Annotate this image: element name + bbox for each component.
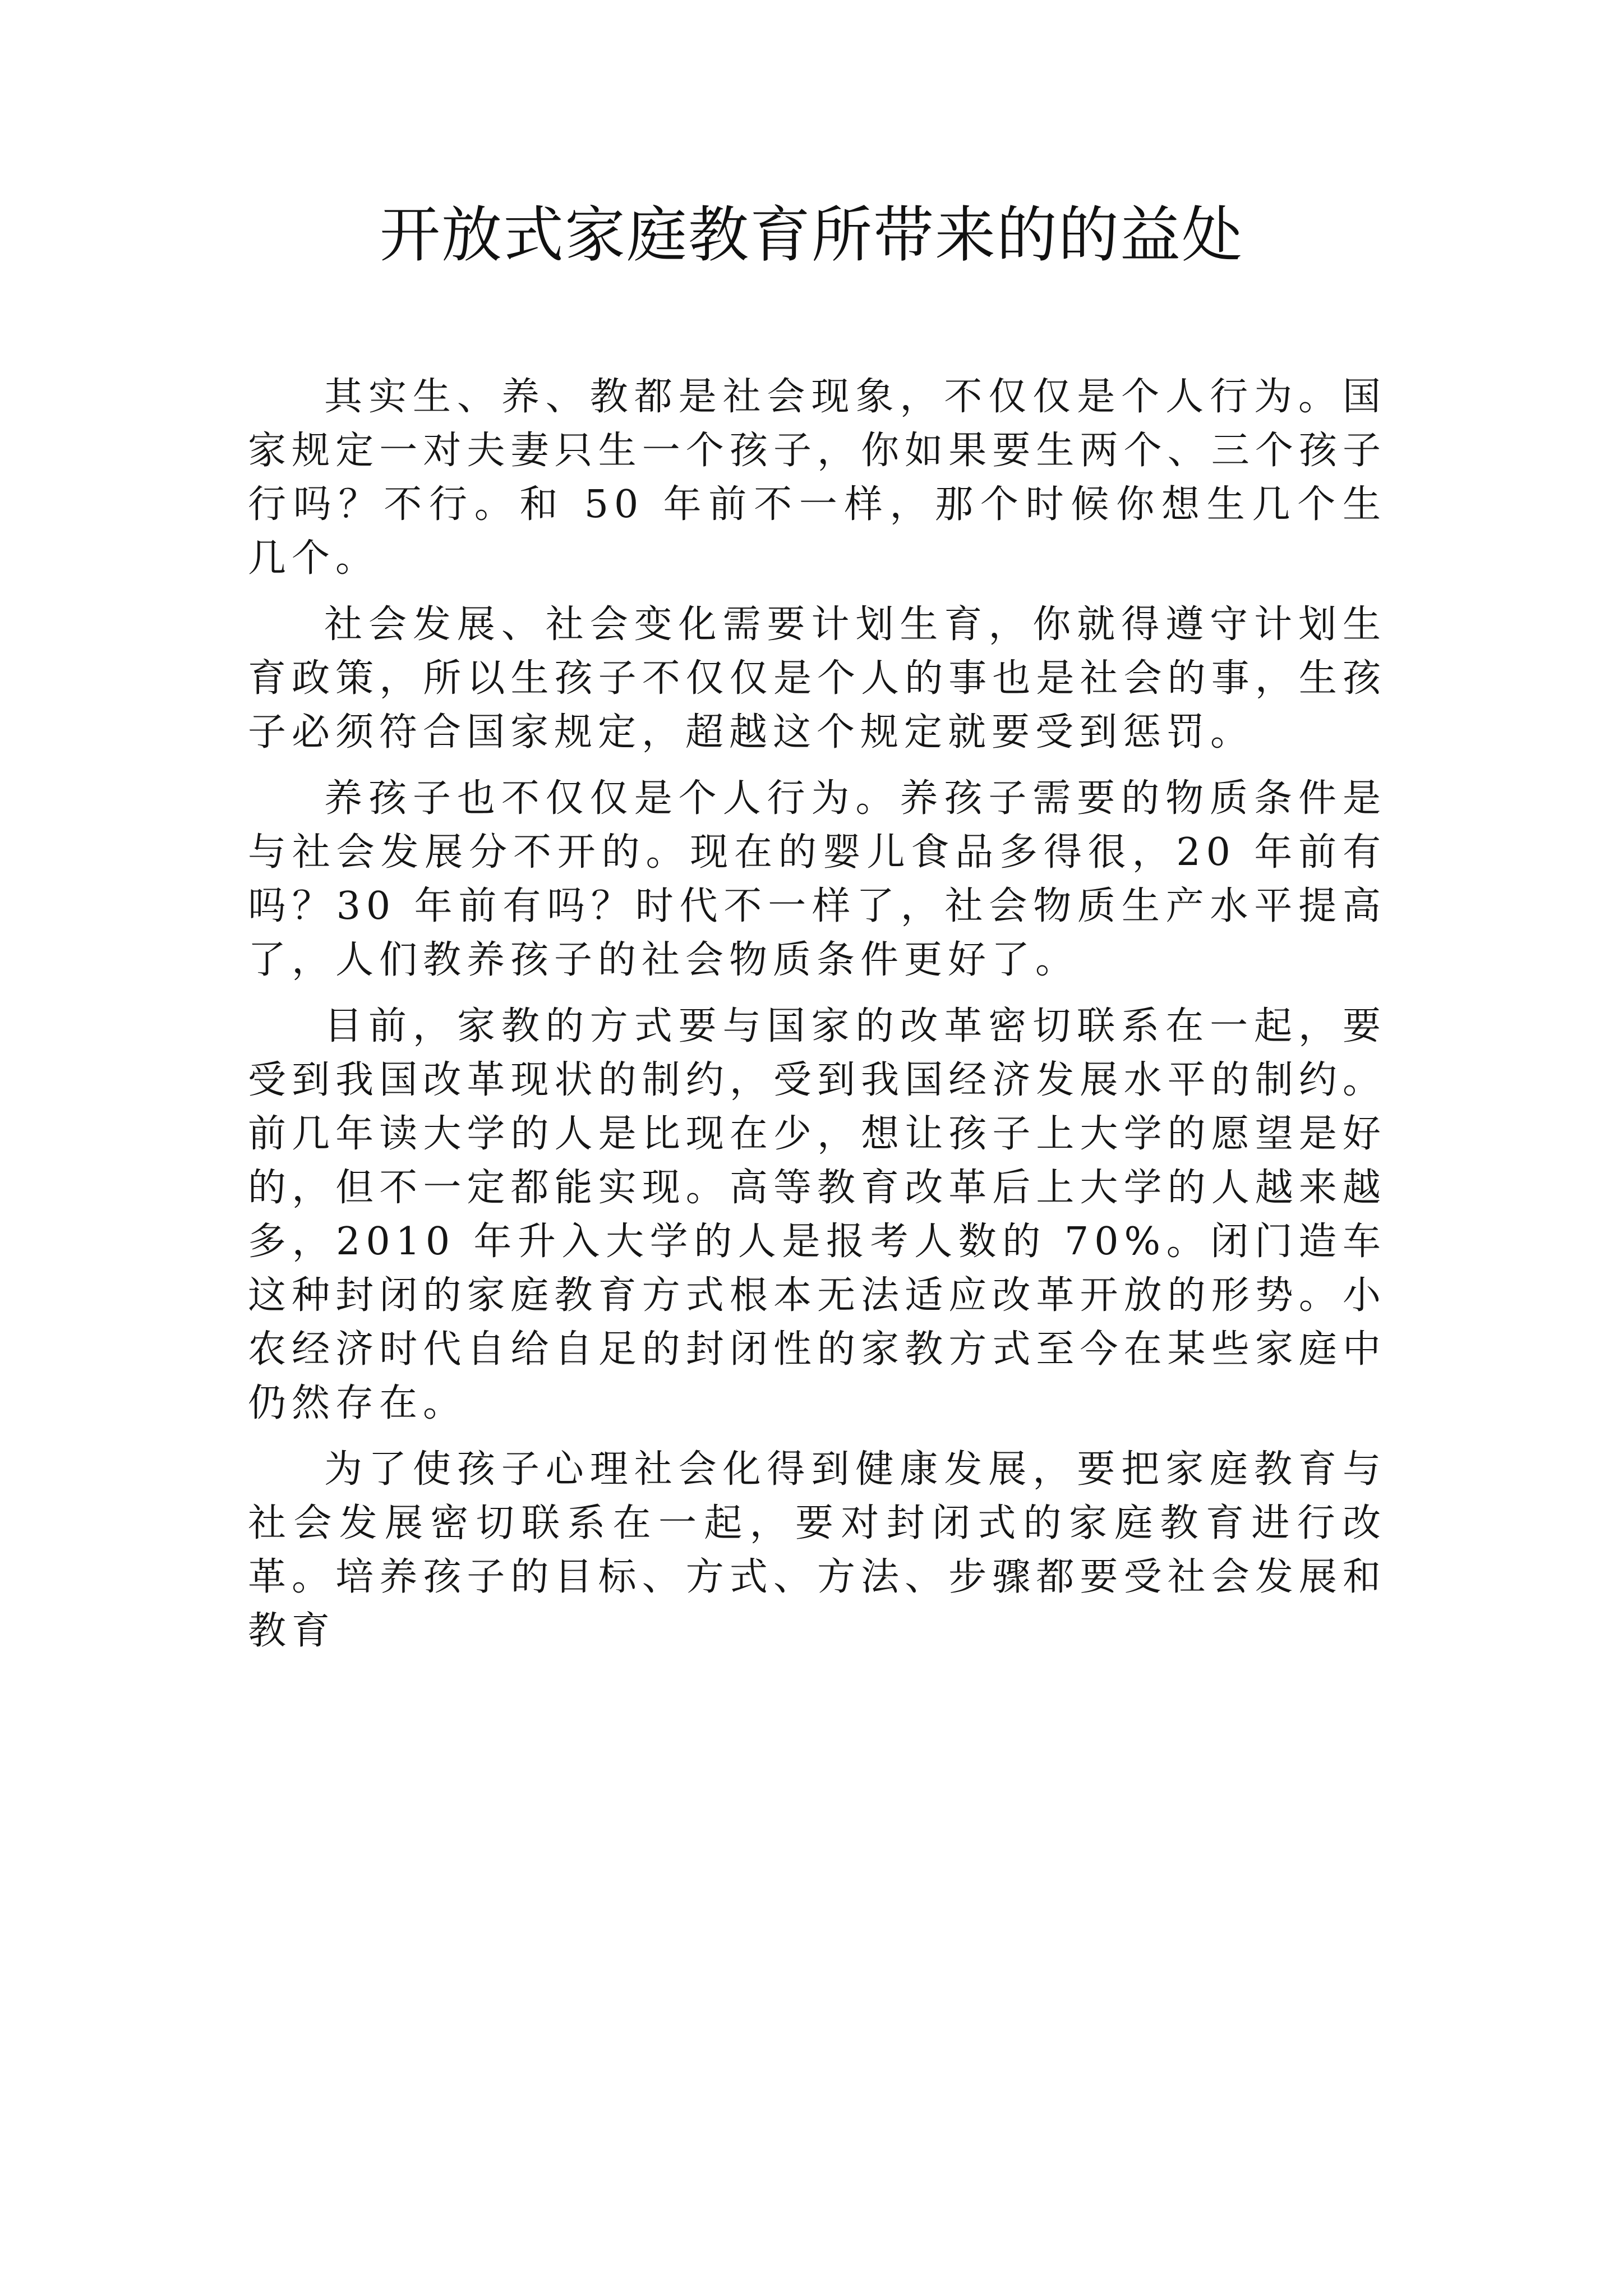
document-title: 开放式家庭教育所带来的的益处 — [379, 200, 1243, 270]
paragraph-1: 其实生、养、教都是社会现象，不仅仅是个人行为。国家规定一对夫妻只生一个孩子，你如果要生两个、三个孩子行吗？不行。和 50 年前不一样，那个时候你想生几个生几个。 — [248, 375, 1386, 581]
paragraph-5: 为了使孩子心理社会化得到健康发展，要把家庭教育与社会发展密切联系在一起，要对封闭式的家庭教育进行改革。培养孩子的目标、方式、方法、步骤都要受社会发展和教育 — [248, 1447, 1386, 1653]
paragraph-2: 社会发展、社会变化需要计划生育，你就得遵守计划生育政策，所以生孩子不仅仅是个人的事也是社会的事，生孩子必须符合国家规定，超越这个规定就要受到惩罚。 — [248, 602, 1386, 754]
paragraph-3: 养孩子也不仅仅是个人行为。养孩子需要的物质条件是与社会发展分不开的。现在的婴儿食品多得很，20 年前有吗？30 年前有吗？时代不一样了，社会物质生产水平提高了，人们教养孩子的社会物质条件更好了。 — [248, 776, 1386, 982]
document-body — [248, 370, 1386, 1658]
paragraph-4: 目前，家教的方式要与国家的改革密切联系在一起，要受到我国改革现状的制约，受到我国经济发展水平的制约。前几年读大学的人是比现在少，想让孩子上大学的愿望是好的，但不一定都能实现。高等教育改革后上大学的人越来越多，2010 年升入大学的人是报考人数的 70%。闭门造车这种封闭的家庭教育方式根本无法适应改革开放的形势。小农经济时代自给自足的封闭性的家教方式至今在某些家庭中仍然存在。 — [248, 1004, 1386, 1425]
